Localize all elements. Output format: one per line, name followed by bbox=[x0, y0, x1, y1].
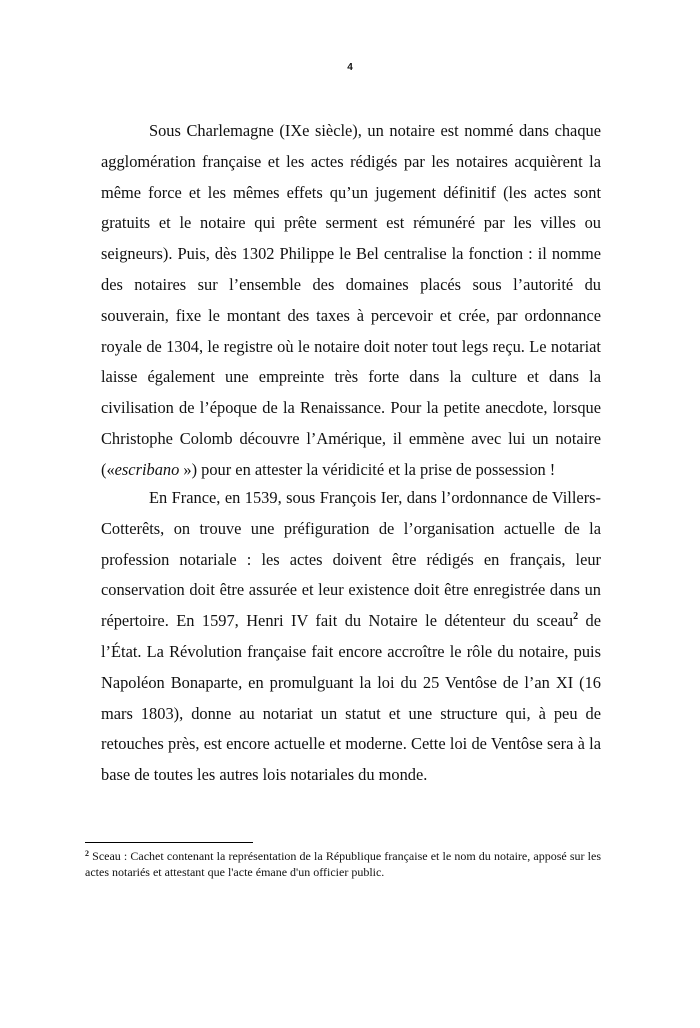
italic-term-escribano: escribano bbox=[114, 459, 180, 479]
paragraph-text: En France, en 1539, sous François Ier, dans l’ordonnance de Villers-Cotterêts, on trouve une préfiguration de l’organisation actuelle de la profession notariale : les actes doivent être rédigés en français, leur conservation doit être assurée et leur existence doit être enregistrée dans un répertoire. En 1597, Henri IV fait du Notaire le détenteur du sceau bbox=[101, 488, 601, 631]
paragraph-charlemagne bbox=[101, 116, 601, 486]
paragraph-text: Sous Charlemagne (IXe siècle), un notaire est nommé dans chaque agglomération française et les actes rédigés par les notaires acquièrent la même force et les mêmes effets qu’un jugement définitif (les actes sont gratuits et le notaire qui prête serment est rémunéré par les villes ou seigneurs). Puis, dès 1302 Philippe le Bel centralise la fonction : il nomme des notaires sur l’ensemble des domaines placés sous l’autorité du souverain, fixe le montant des taxes à percevoir et crée, par ordonnance royale de 1304, le registre où le notaire doit noter tout legs reçu. Le notariat laisse également une empreinte très forte dans la culture et dans la civilisation de l’époque de la Renaissance. Pour la petite anecdote, lorsque Christophe Colomb découvre l’Amérique, il emmène avec lui un notaire (« bbox=[101, 121, 601, 479]
paragraph-text: ») pour en attester la véridicité et la prise de possession ! bbox=[179, 459, 556, 479]
footnote-marker: 2 bbox=[85, 849, 89, 858]
footnote-separator bbox=[85, 842, 253, 843]
footnote-text: Sceau : Cachet contenant la représentation de la République française et le nom du notaire, apposé sur les actes notariés et attestant que l'acte émane d'un officier public. bbox=[85, 849, 601, 879]
footnote-reference[interactable]: 2 bbox=[573, 611, 579, 623]
footnote bbox=[85, 849, 601, 880]
paragraph-france-1539 bbox=[101, 483, 601, 791]
page-number: 4 bbox=[347, 62, 353, 73]
paragraph-text: de l’État. La Révolution française fait encore accroître le rôle du notaire, puis Napoléon Bonaparte, en promulguant la loi du 25 Ventôse de l’an XI (16 mars 1803), donne au notariat un statut et une structure qui, à peu de retouches près, est encore actuelle et moderne. Cette loi de Ventôse sera à la base de toutes les autres lois notariales du monde. bbox=[101, 611, 601, 785]
